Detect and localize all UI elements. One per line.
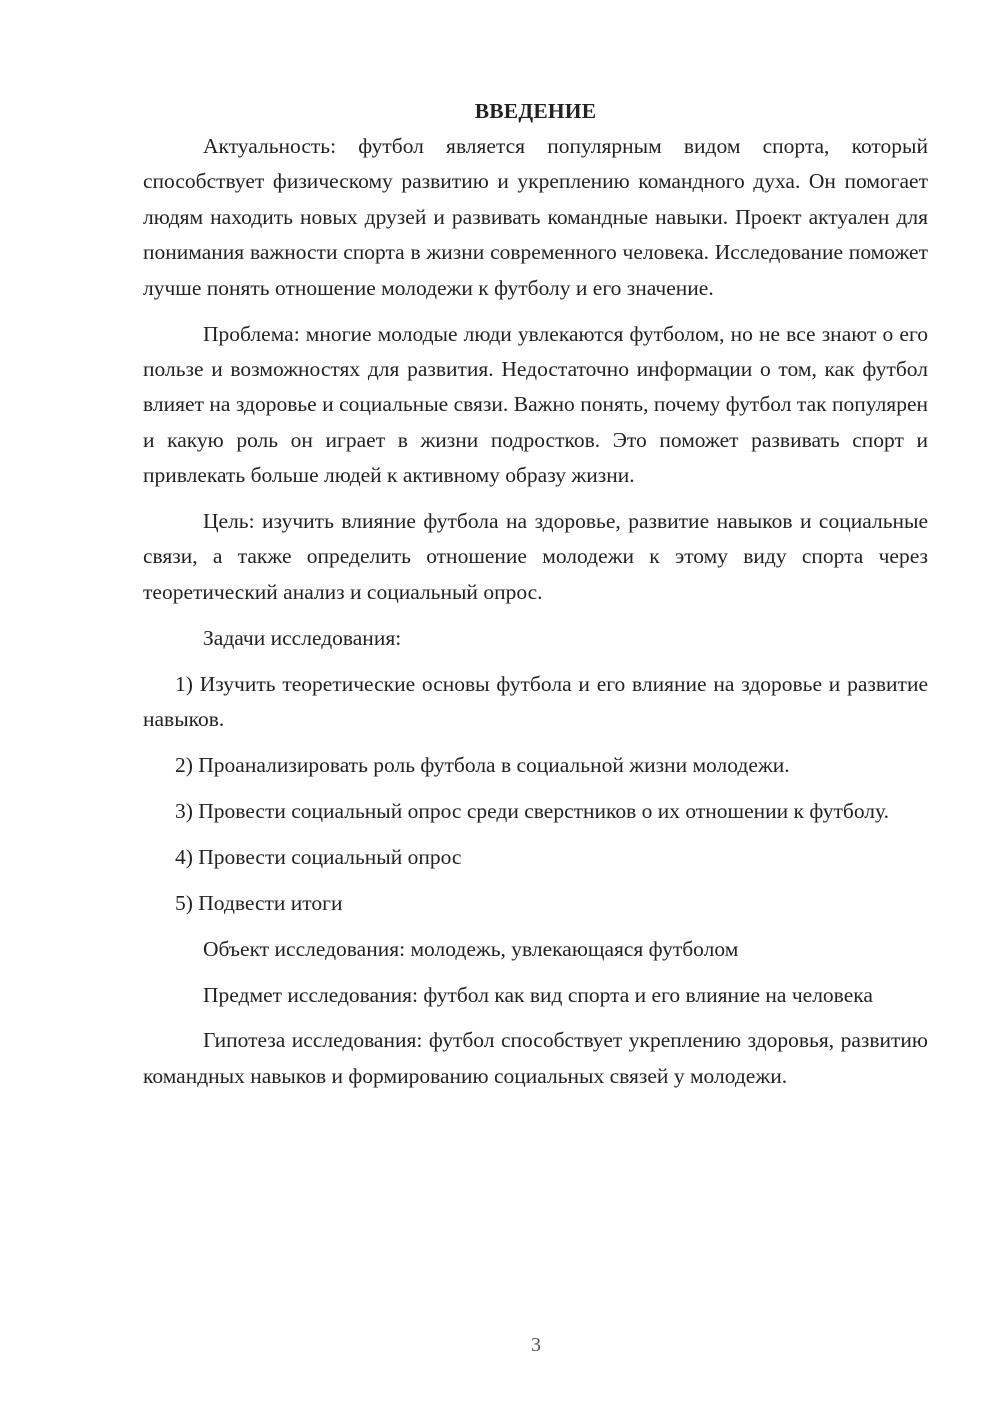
task-item: 3) Провести социальный опрос среди сверстников о их отношении к футболу. [175,798,889,823]
goal-paragraph: Цель: изучить влияние футбола на здоровье, развитие навыков и социальные связи, а также определить отношение молодежи к этому виду спорта через теоретический анализ и социальный опрос. [143,509,928,604]
subject-paragraph: Предмет исследования: футбол как вид спорта и его влияние на человека [203,982,873,1007]
page-number: 3 [531,1334,541,1356]
task-item: 2) Проанализировать роль футбола в социальной жизни молодежи. [175,753,790,777]
tasks-heading: Задачи исследования: [203,625,402,650]
task-item: 5) Подвести итоги [175,890,343,915]
page-title: ВВЕДЕНИЕ [474,99,597,123]
task-item: 4) Провести социальный опрос [175,844,462,869]
task-item: 1) Изучить теоретические основы футбола и его влияние на здоровье и развитие навыков. [143,671,928,732]
relevance-paragraph: Актуальность: футбол является популярным видом спорта, который способствует физическому развитию и укреплению командного духа. Он помогает людям находить новых друзей и развивать командные навыки. Проект актуален для понимания важности спорта в жизни современного человека. Исследование поможет лучше понять отношение молодежи к футболу и его значение. [143,134,928,300]
problem-paragraph: Проблема: многие молодые люди увлекаются футболом, но не все знают о его пользе и возможностях для развития. Недостаточно информации о том, как футбол влияет на здоровье и социальные связи. Важно понять, почему футбол так популярен и какую роль он играет в жизни подростков. Это поможет развивать спорт и привлекать больше людей к активному образу жизни. [143,321,928,488]
hypothesis-paragraph: Гипотеза исследования: футбол способствует укреплению здоровья, развитию командных навыков и формированию социальных связей у молодежи. [143,1028,928,1088]
document-page [143,94,928,1105]
object-paragraph: Объект исследования: молодежь, увлекающаяся футболом [203,936,739,961]
